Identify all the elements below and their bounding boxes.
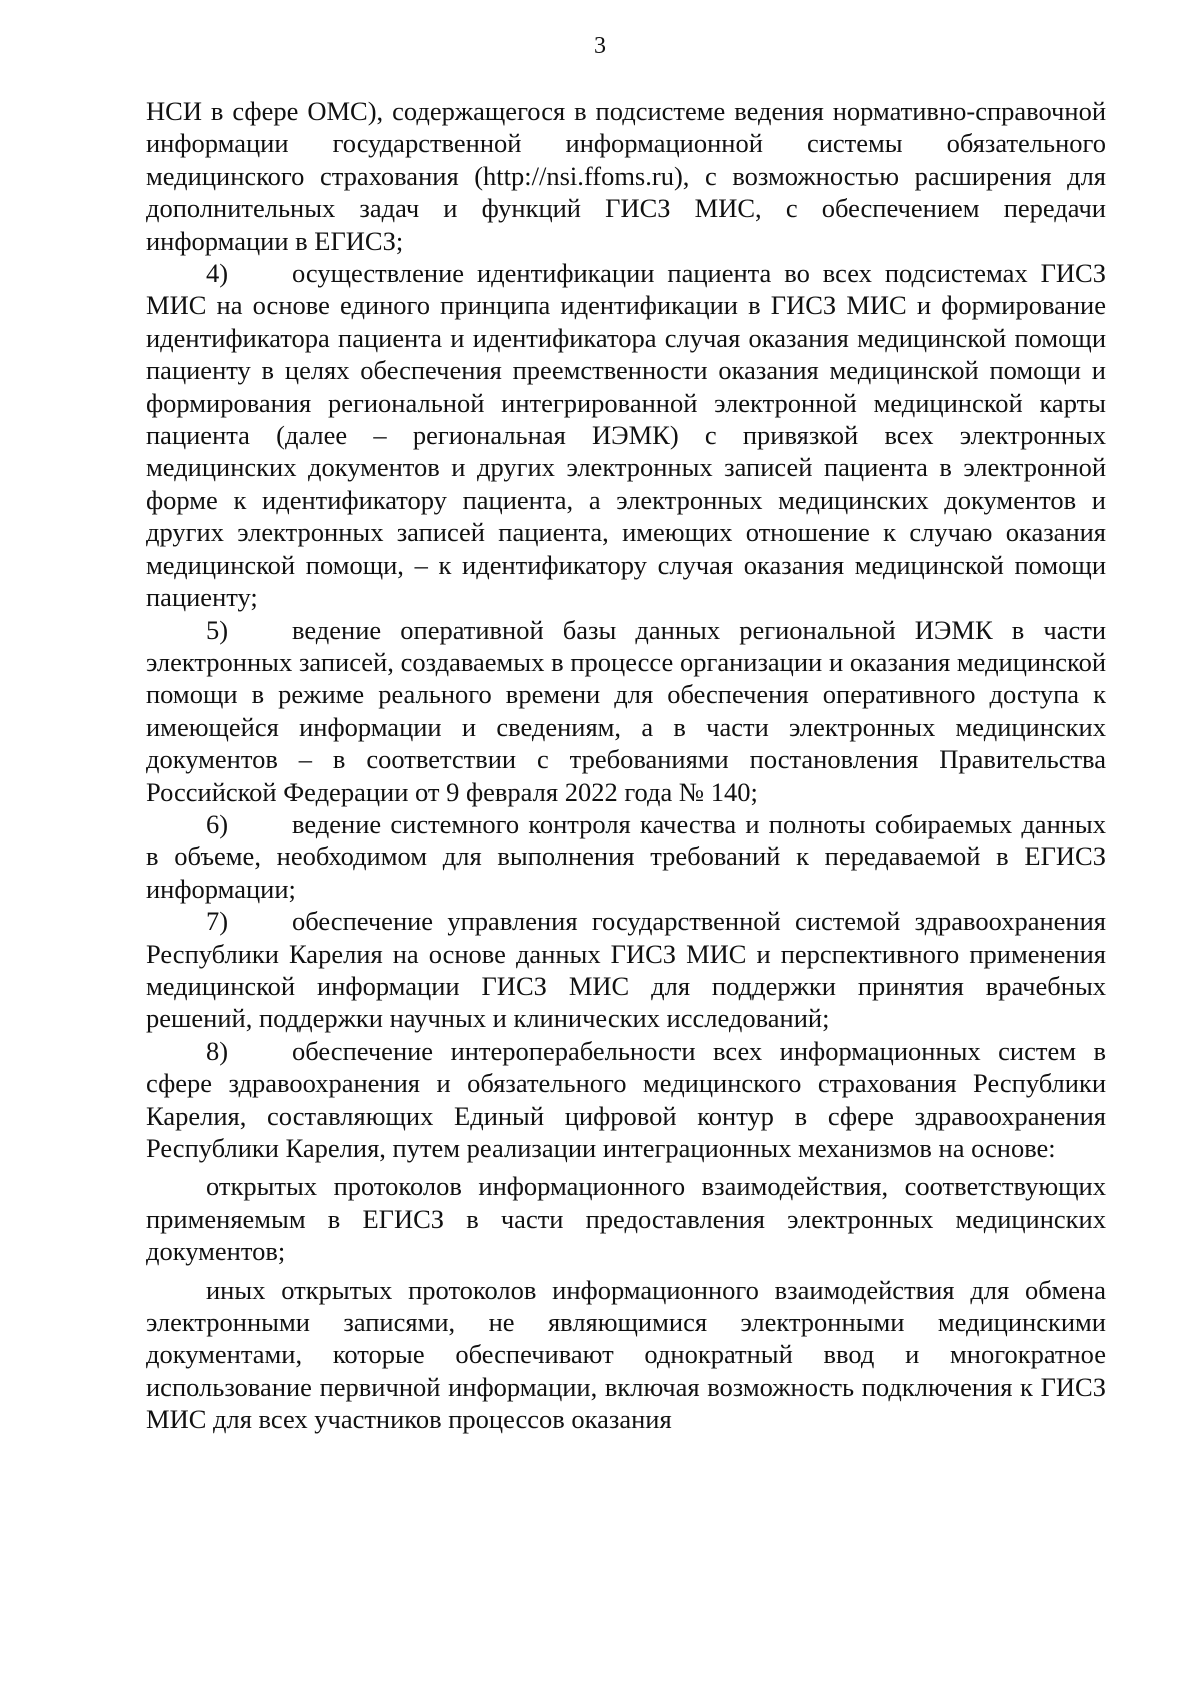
- paragraph-item-5: [146, 614, 1106, 808]
- paragraph-item-7: [146, 905, 1106, 1035]
- page-number: 3: [594, 33, 606, 59]
- paragraph-subitem-open-protocols: [146, 1170, 1106, 1267]
- item-number: 6): [206, 808, 229, 839]
- paragraph-text: ведение оперативной базы данных региональной ИЭМК в части электронных записей, создаваемых в процессе организации и оказания медицинской помощи в режиме реального времени для обеспечения оперативного доступа к имеющейся информации и сведениям, а в части электронных медицинских документов – в соответствии с требованиями постановления Правительства Российской Федерации от 9 февраля 2022 года № 140;: [146, 614, 1106, 807]
- paragraph-item-6: [146, 808, 1106, 905]
- item-number: 7): [206, 906, 229, 937]
- item-number: 4): [206, 258, 229, 289]
- paragraph-text: иных открытых протоколов информационного взаимодействия для обмена электронными записями, не являющимися электронными медицинскими документами, которые обеспечивают однократный ввод и многократное использование первичной информации, включая возможность подключения к ГИСЗ МИС для всех участников процессов оказания: [146, 1274, 1106, 1435]
- paragraph-item-4: [146, 257, 1106, 613]
- paragraph-text: осуществление идентификации пациента во всех подсистемах ГИСЗ МИС на основе единого принципа идентификации в ГИСЗ МИС и формирование идентификатора пациента и идентификатора случая оказания медицинской помощи пациенту в целях обеспечения преемственности оказания медицинской помощи и формирования региональной интегрированной электронной медицинской карты пациента (далее – региональная ИЭМК) с привязкой всех электронных медицинских документов и других электронных записей пациента в электронной форме к идентификатору пациента, а электронных медицинских документов и других электронных записей пациента, имеющих отношение к случаю оказания медицинской помощи, – к идентификатору случая оказания медицинской помощи пациенту;: [146, 258, 1106, 613]
- paragraph-text: обеспечение управления государственной системой здравоохранения Республики Карелия на основе данных ГИСЗ МИС и перспективного применения медицинской информации ГИСЗ МИС для поддержки принятия врачебных решений, поддержки научных и клинических исследований;: [146, 906, 1106, 1034]
- item-number: 5): [206, 614, 229, 645]
- paragraph-item-8: [146, 1035, 1106, 1165]
- document-body: [146, 95, 1106, 1436]
- paragraph-continued: [146, 95, 1106, 257]
- paragraph-subitem-other-protocols: [146, 1274, 1106, 1436]
- paragraph-text: обеспечение интероперабельности всех информационных систем в сфере здравоохранения и обязательного медицинского страхования Республики Карелия, составляющих Единый цифровой контур в сфере здравоохранения Республики Карелия, путем реализации интеграционных механизмов на основе:: [146, 1035, 1106, 1163]
- paragraph-text: НСИ в сфере ОМС), содержащегося в подсистеме ведения нормативно-справочной информации государственной информационной системы обязательного медицинского страхования (http://nsi.ffoms.ru), с возможностью расширения для дополнительных задач и функций ГИСЗ МИС, с обеспечением передачи информации в ЕГИСЗ;: [146, 96, 1106, 256]
- paragraph-text: открытых протоколов информационного взаимодействия, соответствующих применяемым в ЕГИСЗ в части предоставления электронных медицинских документов;: [146, 1171, 1106, 1267]
- item-number: 8): [206, 1035, 229, 1066]
- paragraph-text: ведение системного контроля качества и полноты собираемых данных в объеме, необходимом для выполнения требований к передаваемой в ЕГИСЗ информации;: [146, 808, 1106, 904]
